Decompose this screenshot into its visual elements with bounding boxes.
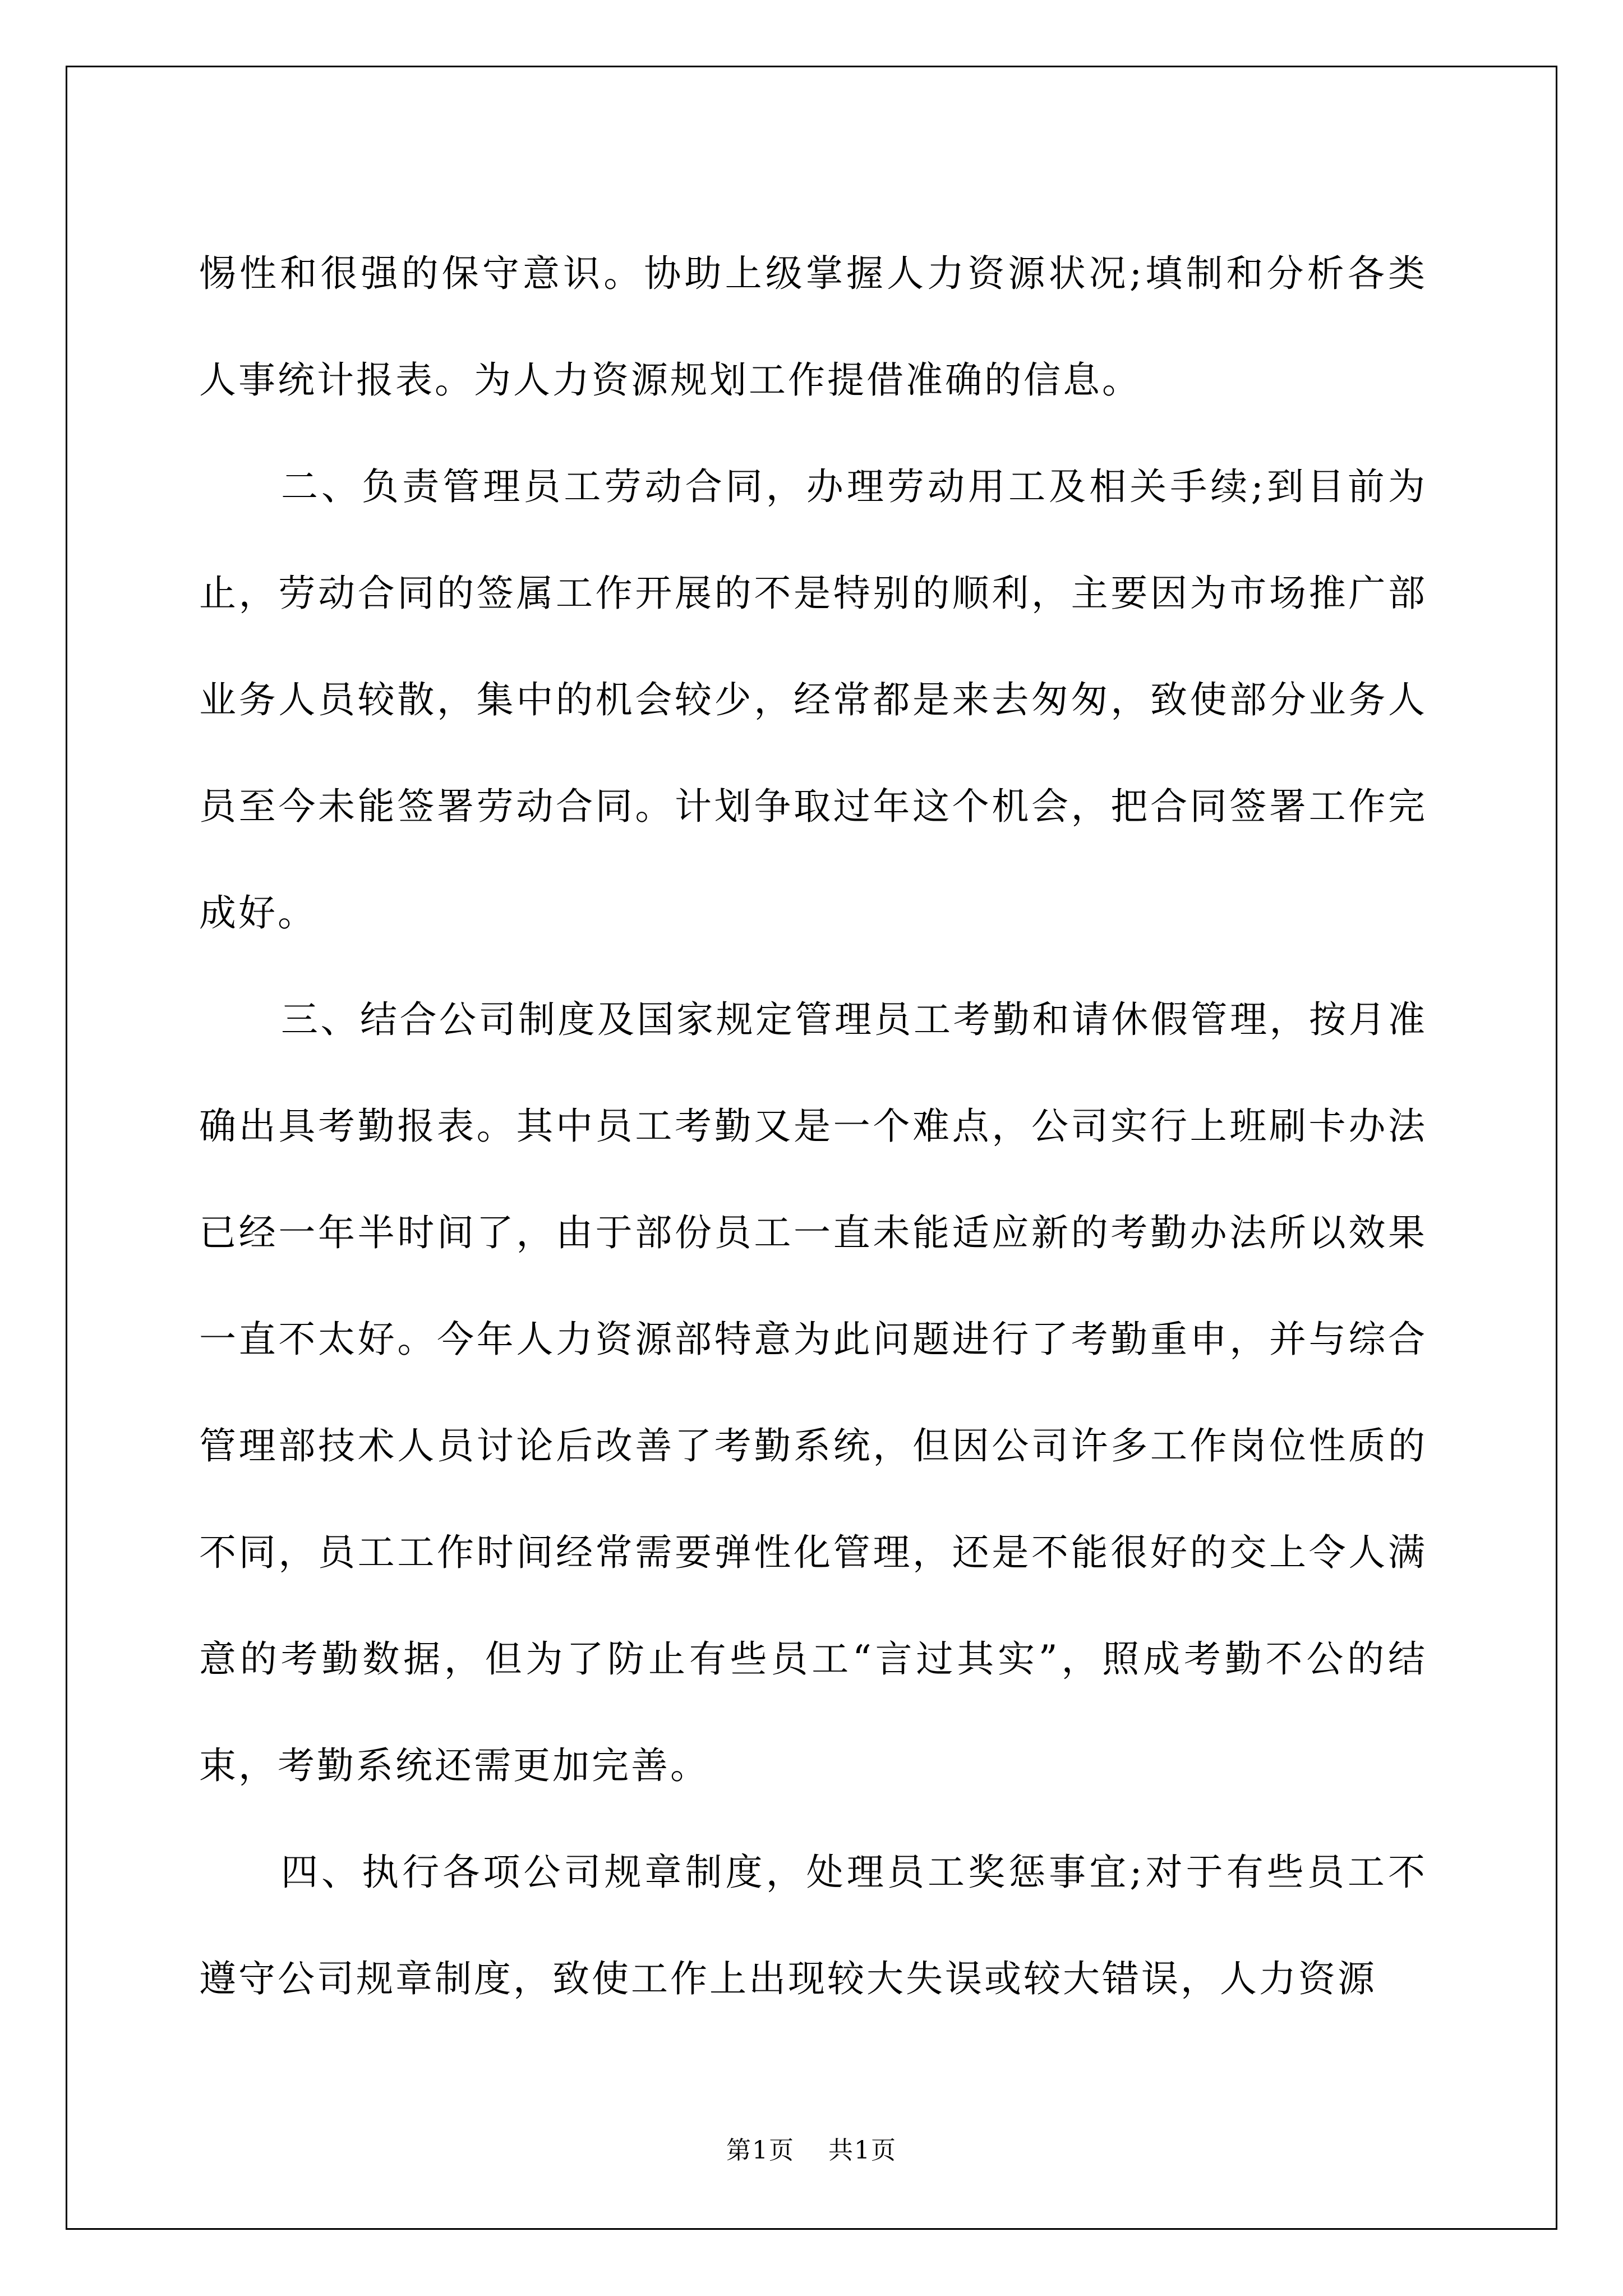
page-number: 第1页 xyxy=(726,2136,795,2165)
page-footer xyxy=(0,2130,1623,2166)
paragraph-continuation: 惕性和很强的保守意识。协助上级掌握人力资源状况;填制和分析各类人事统计报表。为人力资源规划工作提借准确的信息。 xyxy=(199,252,1427,402)
paragraph-regulations: 四、执行各项公司规章制度，处理员工奖惩事宜;对于有些员工不遵守公司规章制度，致使工作上出现较大失误或较大错误，人力资源 xyxy=(199,1851,1427,2000)
paragraph-attendance: 三、结合公司制度及国家规定管理员工考勤和请休假管理，按月准确出具考勤报表。其中员工考勤又是一个难点，公司实行上班刷卡办法已经一年半时间了，由于部份员工一直未能适应新的考勤办法所以效果一直不太好。今年人力资源部特意为此问题进行了考勤重申，并与综合管理部技术人员讨论后改善了考勤系统，但因公司许多工作岗位性质的不同，员工工作时间经常需要弹性化管理，还是不能很好的交上令人满意的考勤数据，但为了防止有些员工“言过其实”，照成考勤不公的结束，考勤系统还需更加完善。 xyxy=(199,998,1427,1787)
page-total: 共1页 xyxy=(828,2136,897,2165)
document-body xyxy=(199,220,1427,2032)
paragraph-labor-contracts: 二、负责管理员工劳动合同，办理劳动用工及相关手续;到目前为止，劳动合同的签属工作开展的不是特别的顺利，主要因为市场推广部业务人员较散，集中的机会较少，经常都是来去匆匆，致使部分业务人员至今未能签署劳动合同。计划争取过年这个机会，把合同签署工作完成好。 xyxy=(199,465,1427,935)
